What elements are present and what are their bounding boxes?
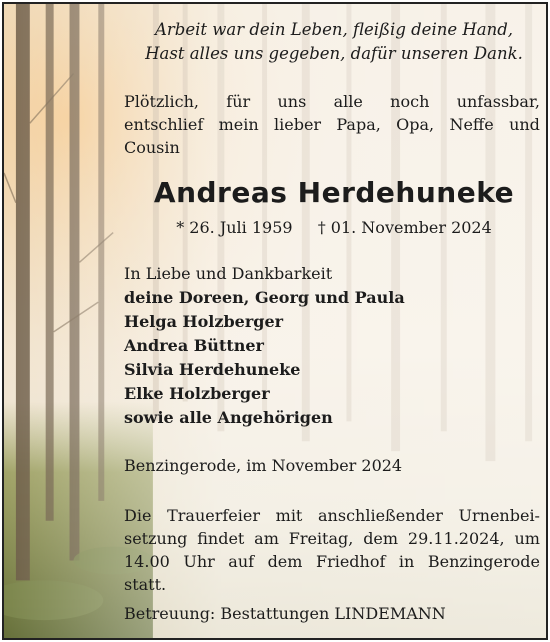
word: dem [267, 552, 303, 571]
mourner-name: Silvia Herdehuneke [124, 360, 301, 379]
birth-date: * 26. Juli 1959 [176, 218, 293, 237]
word: 14.00 [124, 552, 170, 571]
mourner-name: Andrea Büttner [124, 336, 264, 355]
word: anschließender [318, 506, 443, 525]
death-announcement-text [124, 90, 540, 159]
word: um [514, 529, 540, 548]
word: lieber [274, 115, 322, 134]
word: Die [124, 506, 152, 525]
word: Neffe [449, 115, 494, 134]
word: noch [390, 92, 430, 111]
funeral-line [124, 504, 540, 527]
mourner-name: Helga Holzberger [124, 312, 284, 331]
mourner-name: Elke Holzberger [124, 384, 270, 403]
word: und [509, 115, 540, 134]
word: Plötzlich, [124, 92, 199, 111]
word: Uhr [183, 552, 215, 571]
memorial-verse [124, 18, 544, 66]
word: auf [228, 552, 255, 571]
word: uns [277, 92, 307, 111]
death-date: † 01. November 2024 [317, 218, 492, 237]
word: mit [275, 506, 303, 525]
word: findet [197, 529, 245, 548]
word: Papa, [336, 115, 381, 134]
word: 29.11.2024, [407, 529, 505, 548]
mourners-intro: In Liebe und Dankbarkeit [124, 264, 333, 283]
verse-line: Hast alles uns gegeben, dafür unseren Dank. [145, 44, 523, 63]
word: Trauerfeier [167, 506, 260, 525]
word: in [398, 552, 415, 571]
place-and-date: Benzingerode, im November 2024 [124, 456, 403, 475]
announcement-line [124, 90, 540, 113]
word: dem [363, 529, 399, 548]
funeral-notice [124, 504, 540, 596]
word: unfassbar, [456, 92, 540, 111]
word: Opa, [396, 115, 435, 134]
life-dates [124, 218, 544, 237]
word: am [254, 529, 279, 548]
verse-line: Arbeit war dein Leben, fleißig deine Hand, [154, 20, 514, 39]
word: Freitag, [288, 529, 354, 548]
obituary-card [2, 2, 548, 640]
word: alle [333, 92, 363, 111]
word: Benzingerode [427, 552, 540, 571]
word: für [226, 92, 251, 111]
funeral-line [124, 550, 540, 573]
mourners-list [124, 262, 544, 430]
announcement-line: Cousin [124, 138, 180, 157]
announcement-line [124, 113, 540, 136]
mourner-name: deine Doreen, Georg und Paula [124, 288, 405, 307]
word: Friedhof [315, 552, 386, 571]
word: entschlief [124, 115, 204, 134]
funeral-line [124, 527, 540, 550]
mourner-name: sowie alle Angehörigen [124, 408, 333, 427]
deceased-name: Andreas Herdehuneke [153, 176, 515, 209]
word: setzung [124, 529, 188, 548]
funeral-home-credit: Betreuung: Bestattungen LINDEMANN [124, 604, 446, 623]
word: Urnenbei- [458, 506, 540, 525]
word: mein [218, 115, 259, 134]
funeral-line: statt. [124, 575, 167, 594]
